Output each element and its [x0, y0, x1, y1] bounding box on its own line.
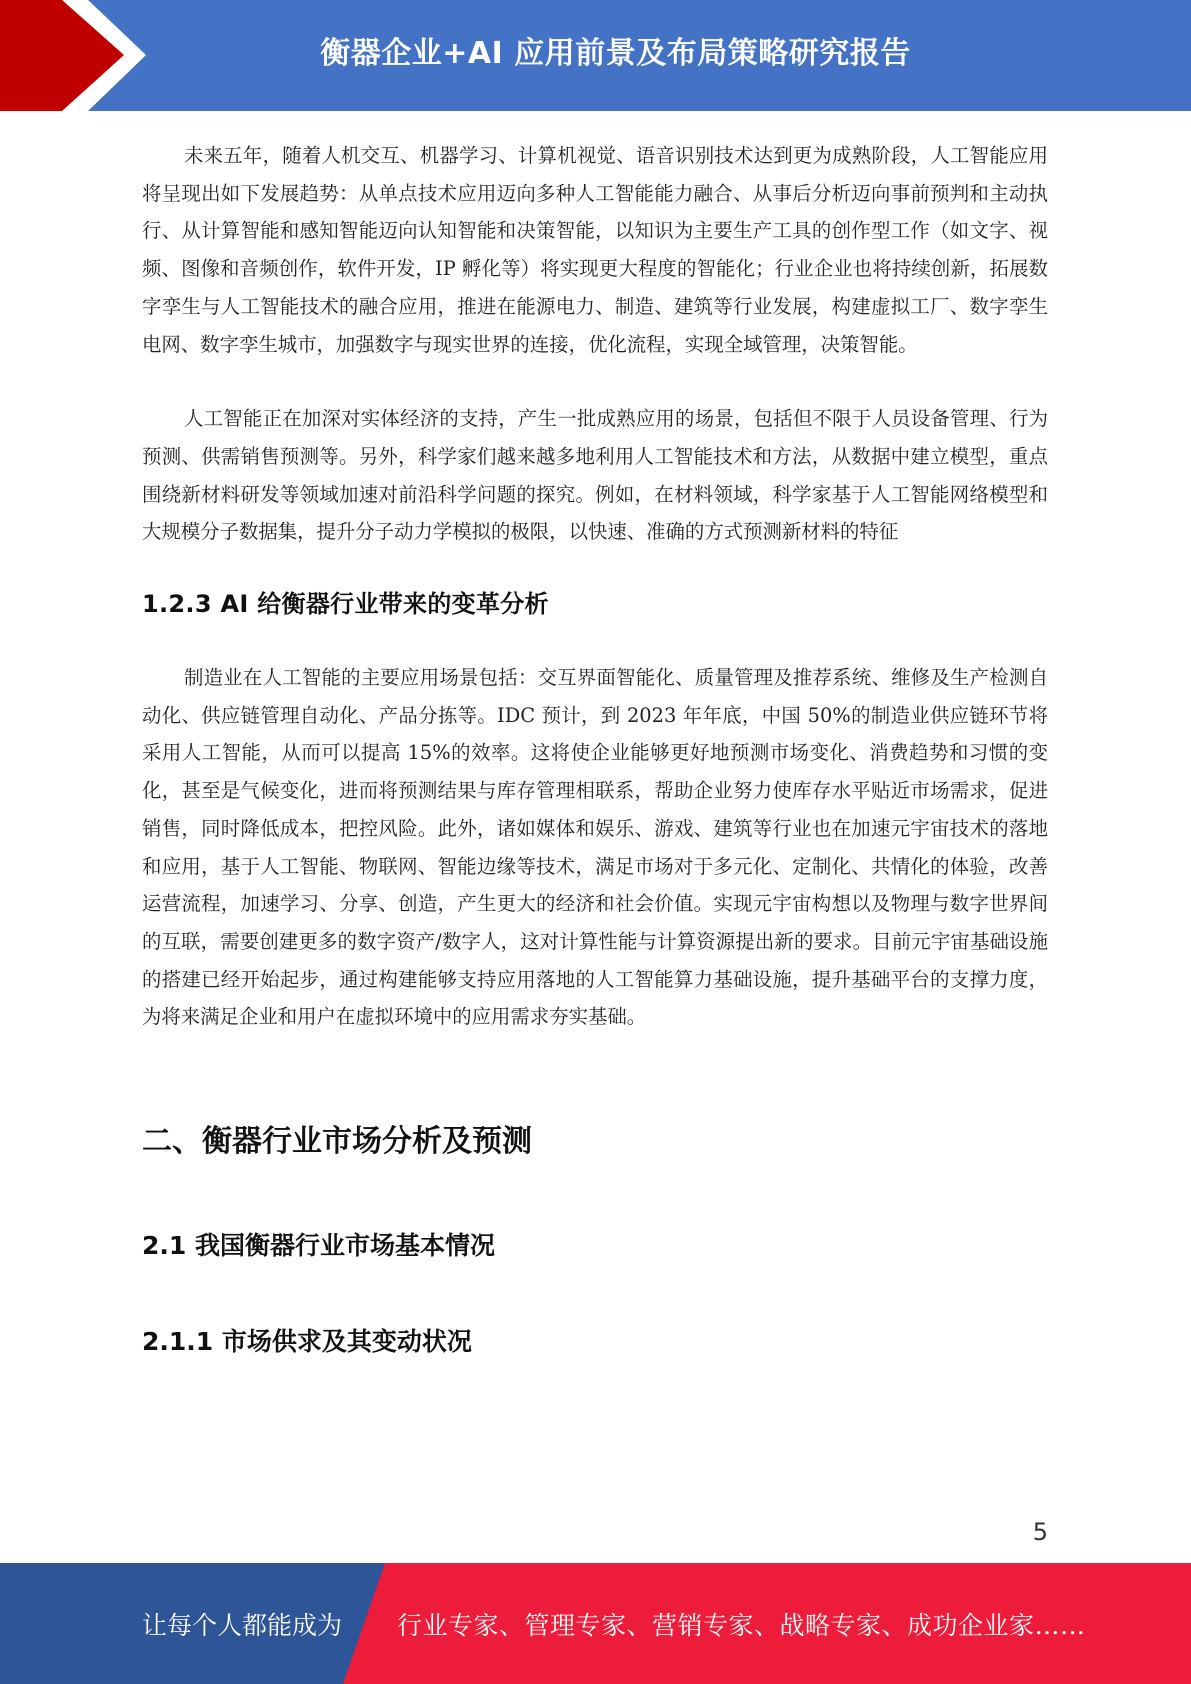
paragraph-ai-economy: 人工智能正在加深对实体经济的支持，产生一批成熟应用的场景，包括但不限于人员设备管理、行为预测、供需销售预测等。另外，科学家们越来越多地利用人工智能技术和方法，从数据中建立模型，重点围绕新材料研发等领域加速对前沿科学问题的探究。例如，在材料领域，科学家基于人工智能网络模型和大规模分子数据集，提升分子动力学模拟的极限，以快速、准确的方式预测新材料的特征 [142, 407, 1048, 544]
page-content [142, 122, 1048, 1358]
paragraph-ai-trends: 未来五年，随着人机交互、机器学习、计算机视觉、语音识别技术达到更为成熟阶段，人工智能应用将呈现出如下发展趋势：从单点技术应用迈向多种人工智能能力融合、从事后分析迈向事前预判和主动执行、从计算智能和感知智能迈向认知智能和决策智能，以知识为主要生产工具的创作型工作（如文字、视频、图像和音频创作，软件开发，IP 孵化等）将实现更大程度的智能化；行业企业也将持续创新，拓展数字孪生与人工智能技术的融合应用，推进在能源电力、制造、建筑等行业发展，构建虚拟工厂、数字孪生电网、数字孪生城市，加强数字与现实世界的连接，优化流程，实现全域管理，决策智能。 [142, 144, 1048, 356]
section-heading-2-1-1: 2.1.1 市场供求及其变动状况 [142, 1327, 472, 1357]
page-number: 5 [1032, 1518, 1048, 1546]
paragraph-manufacturing-ai: 制造业在人工智能的主要应用场景包括：交互界面智能化、质量管理及推荐系统、维修及生产检测自动化、供应链管理自动化、产品分拣等。IDC 预计，到 2023 年年底，中国 50%的制造业供应链环节将采用人工智能，从而可以提高 15%的效率。这将使企业能够更好地预测市场变化、消费趋势和习惯的变化，甚至是气候变化，进而将预测结果与库存管理相联系，帮助企业努力使库存水平贴近市场需求，促进销售，同时降低成本，把控风险。此外，诸如媒体和娱乐、游戏、建筑等行业也在加速元宇宙技术的落地和应用，基于人工智能、物联网、智能边缘等技术，满足市场对于多元化、定制化、共情化的体验，改善运营流程，加速学习、分享、创造，产生更大的经济和社会价值。实现元宇宙构想以及物理与数字世界间的互联，需要创建更多的数字资产/数字人，这对计算性能与计算资源提出新的要求。目前元宇宙基础设施的搭建已经开始起步，通过构建能够支持应用落地的人工智能算力基础设施，提升基础平台的支撑力度，为将来满足企业和用户在虚拟环境中的应用需求夯实基础。 [142, 666, 1048, 1029]
footer-slogan-right: 行业专家、管理专家、营销专家、战略专家、成功企业家…… [397, 1610, 1086, 1640]
page-footer [0, 1563, 1191, 1684]
page-header [0, 0, 1191, 111]
report-title: 衡器企业+AI 应用前景及布局策略研究报告 [320, 36, 911, 71]
footer-slogan-left: 让每个人都能成为 [142, 1610, 343, 1640]
chapter-heading-2: 二、衡器行业市场分析及预测 [142, 1124, 532, 1160]
section-heading-2-1: 2.1 我国衡器行业市场基本情况 [142, 1231, 495, 1261]
section-heading-1-2-3: 1.2.3 AI 给衡器行业带来的变革分析 [142, 590, 549, 619]
